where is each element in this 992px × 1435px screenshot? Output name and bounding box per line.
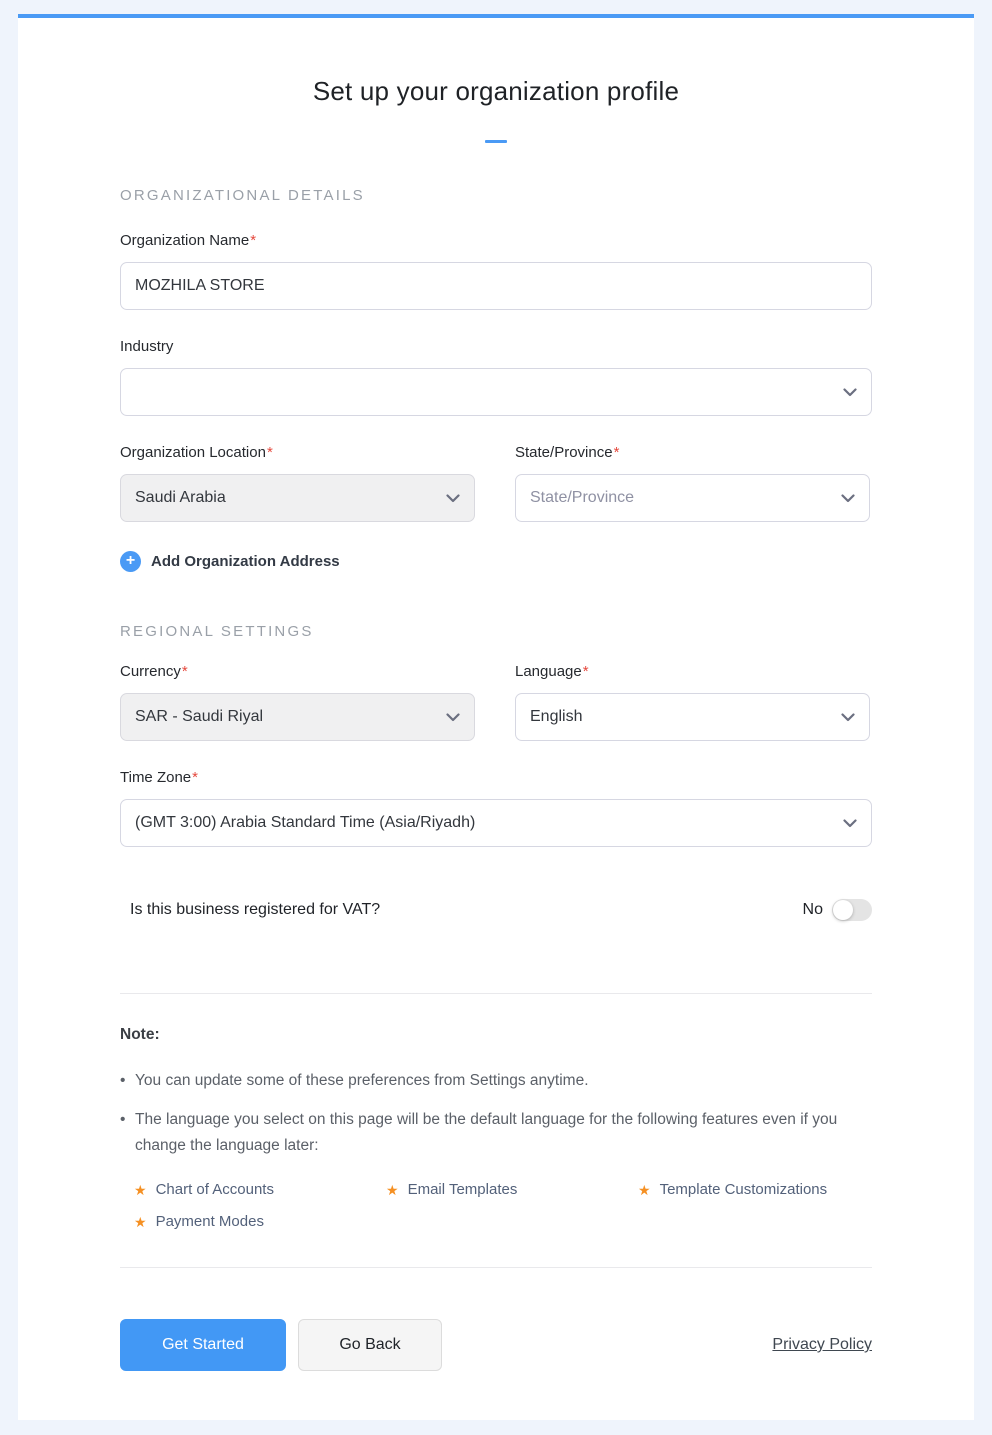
required-asterisk: * xyxy=(181,663,188,680)
language-feature-list xyxy=(134,1181,872,1230)
feature-item-email-templates: ★ Email Templates xyxy=(386,1181,518,1198)
state-province-placeholder: State/Province xyxy=(530,489,635,506)
organization-location-select[interactable] xyxy=(120,474,475,522)
chevron-down-icon xyxy=(841,494,855,503)
vat-question-label: Is this business registered for VAT? xyxy=(130,901,381,918)
note-item: • You can update some of these preferences from Settings anytime. xyxy=(120,1068,840,1094)
time-zone-value: (GMT 3:00) Arabia Standard Time (Asia/Riyadh) xyxy=(135,814,476,831)
organization-location-field xyxy=(120,444,475,522)
language-value: English xyxy=(530,708,583,725)
currency-field xyxy=(120,663,475,741)
star-icon: ★ xyxy=(134,1181,147,1198)
privacy-policy-link[interactable]: Privacy Policy xyxy=(772,1336,872,1353)
org-profile-card xyxy=(18,14,974,1420)
industry-select[interactable] xyxy=(120,368,872,416)
state-province-label: State/Province* xyxy=(515,444,620,461)
title-underline-dash xyxy=(485,140,507,143)
section-heading-regional-settings: REGIONAL SETTINGS xyxy=(120,623,314,640)
chevron-down-icon xyxy=(843,388,857,397)
feature-item-template-customizations: ★ Template Customizations xyxy=(638,1181,828,1198)
divider xyxy=(120,1267,872,1268)
time-zone-label: Time Zone* xyxy=(120,769,198,786)
divider xyxy=(120,993,872,994)
vat-toggle-state-label: No xyxy=(802,901,823,918)
organization-name-label: Organization Name* xyxy=(120,232,257,249)
required-asterisk: * xyxy=(250,232,257,249)
get-started-button[interactable]: Get Started xyxy=(120,1319,286,1371)
star-icon: ★ xyxy=(638,1181,651,1198)
time-zone-select[interactable] xyxy=(120,799,872,847)
note-heading: Note: xyxy=(120,1026,160,1043)
currency-label: Currency* xyxy=(120,663,188,680)
chevron-down-icon xyxy=(843,819,857,828)
organization-location-value: Saudi Arabia xyxy=(135,489,226,506)
feature-item-chart-of-accounts: ★ Chart of Accounts xyxy=(134,1181,274,1198)
vat-toggle-knob xyxy=(833,900,853,920)
state-province-select[interactable] xyxy=(515,474,870,522)
page-title: Set up your organization profile xyxy=(312,76,680,106)
language-select[interactable] xyxy=(515,693,870,741)
language-field xyxy=(515,663,870,741)
chevron-down-icon xyxy=(841,713,855,722)
industry-label: Industry xyxy=(120,338,174,355)
star-icon: ★ xyxy=(386,1181,399,1198)
plus-icon: + xyxy=(120,551,141,572)
chevron-down-icon xyxy=(446,713,460,722)
required-asterisk: * xyxy=(266,444,273,461)
note-list xyxy=(120,1068,872,1159)
organization-name-input[interactable] xyxy=(120,262,872,310)
section-heading-organizational-details: ORGANIZATIONAL DETAILS xyxy=(120,187,365,204)
currency-select[interactable] xyxy=(120,693,475,741)
required-asterisk: * xyxy=(613,444,620,461)
organization-name-field xyxy=(120,232,872,310)
organization-location-label: Organization Location* xyxy=(120,444,273,461)
note-item: • The language you select on this page will be the default language for the following features even if you change the language later: xyxy=(120,1107,840,1159)
time-zone-field xyxy=(120,769,872,847)
currency-value: SAR - Saudi Riyal xyxy=(135,708,264,725)
footer-actions xyxy=(120,1319,872,1371)
required-asterisk: * xyxy=(582,663,589,680)
add-organization-address-label: Add Organization Address xyxy=(151,553,340,570)
add-organization-address-button[interactable] xyxy=(120,551,340,572)
vat-toggle[interactable] xyxy=(832,899,872,921)
chevron-down-icon xyxy=(446,494,460,503)
star-icon: ★ xyxy=(134,1213,147,1230)
feature-item-payment-modes: ★ Payment Modes xyxy=(134,1213,264,1230)
required-asterisk: * xyxy=(192,769,198,786)
industry-field xyxy=(120,338,872,416)
vat-registration-row xyxy=(120,899,872,921)
language-label: Language* xyxy=(515,663,589,680)
go-back-button[interactable]: Go Back xyxy=(298,1319,442,1371)
state-province-field xyxy=(515,444,870,522)
